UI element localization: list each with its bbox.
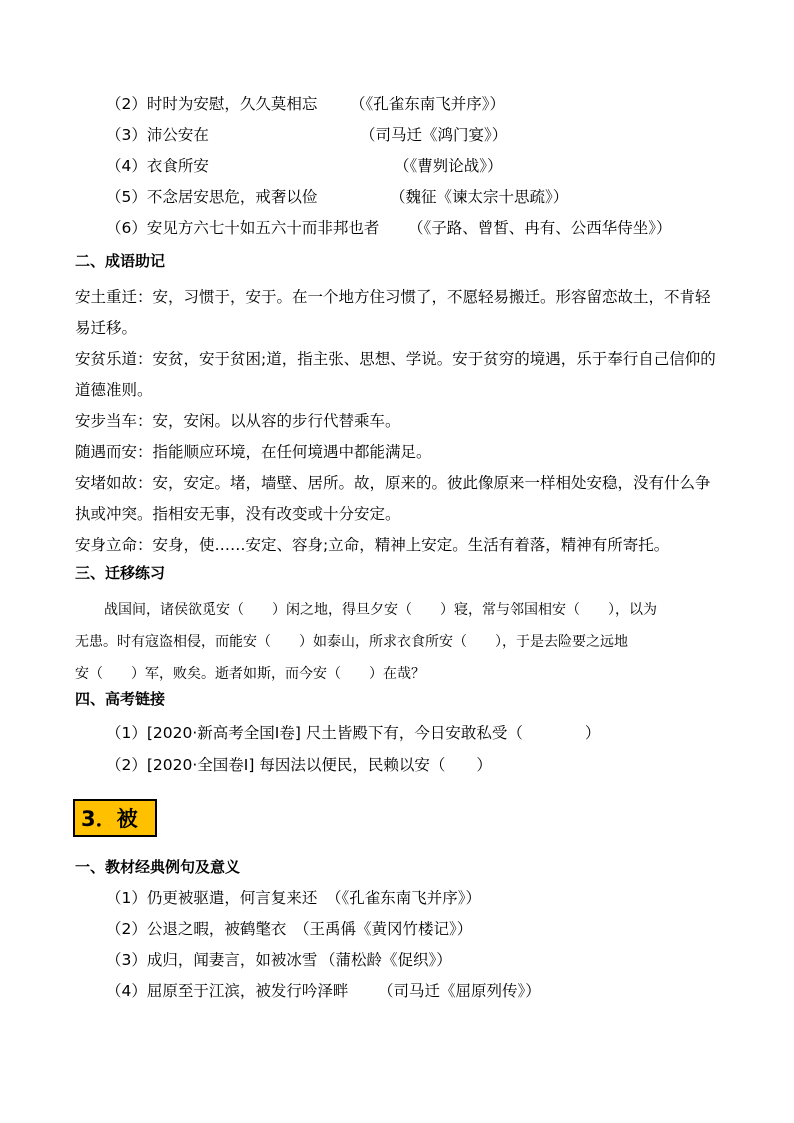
example-source: （《孔雀东南飞并序》） [350, 95, 506, 113]
gaokao-item: （2）[2020·全国卷Ⅰ] 每因法以便民，民赖以安（ ） [106, 756, 492, 774]
section-heading: 一、教材经典例句及意义 [75, 858, 241, 876]
example-source: （《孔雀东南飞并序》） [326, 889, 482, 907]
badge-label: 3．被 [81, 807, 138, 831]
exercise-passage-line: 安（ ）军，败矣。逝者如斯，而今安（ ）在哉？ [75, 666, 425, 682]
example-sentence: （5）不念居安思危，戒奢以俭 [106, 188, 318, 206]
example-sentence: （3）成归，闻妻言，如被冰雪 [106, 951, 318, 969]
idiom-entry: 安身立命：安身，使……安定、容身;立命，精神上安定。生活有着落，精神有所寄托。 [75, 536, 670, 554]
idiom-entry: 安土重迁：安，习惯于，安于。在一个地方住习惯了，不愿轻易搬迁。形容留恋故土，不肯轻易迁移。 [75, 288, 711, 337]
idiom-entry: 随遇而安：指能顺应环境，在任何境遇中都能满足。 [75, 443, 432, 461]
idiom-entry: 安贫乐道：安贫，安于贫困;道，指主张、思想、学说。安于贫穷的境遇，乐于奉行自己信仰的道德准则。 [75, 350, 716, 399]
example-sentence: （4）屈原至于江滨，被发行吟泽畔 [106, 982, 349, 1000]
idiom-entry: 安步当车：安，安闲。以从容的步行代替乘车。 [75, 412, 401, 430]
example-source: （蒲松龄《促织》） [320, 951, 452, 969]
example-sentence: （2）时时为安慰，久久莫相忘 [106, 95, 318, 113]
example-source: （王禹偁《黄冈竹楼记》） [294, 920, 473, 938]
example-sentence: （4）衣食所安 [106, 157, 209, 175]
example-sentence: （3）沛公安在 [106, 126, 209, 144]
gaokao-item: （1）[2020·新高考全国Ⅰ卷] 尺土皆殿下有，今日安敢私受（ ） [106, 724, 601, 742]
exercise-passage-line: 无患。时有寇盗相侵，而能安（ ）如泰山，所求衣食所安（ ），于是去险要之远地 [75, 634, 628, 650]
example-source: （《子路、曾皙、冉有、公西华侍坐》） [408, 219, 672, 237]
section-heading: 四、高考链接 [75, 690, 166, 708]
example-sentence: （1）仍更被驱遣，何言复来还 [106, 889, 318, 907]
example-sentence: （6）安见方六七十如五六十而非邦也者 [106, 219, 380, 237]
section-heading: 三、迁移练习 [75, 564, 166, 582]
character-badge [73, 799, 157, 837]
section-heading: 二、成语助记 [75, 252, 166, 270]
example-source: （司马迁《鸿门宴》） [360, 126, 508, 144]
example-source: （《曹刿论战》） [394, 157, 503, 175]
example-sentence: （2）公退之暇，被鹤氅衣 [106, 920, 287, 938]
exercise-passage-line: 战国间，诸侯欲觅安（ ）闲之地，得旦夕安（ ）寝，常与邻国相安（ ），以为 [104, 602, 657, 618]
idiom-entry: 安堵如故：安，安定。堵，墙壁、居所。故，原来的。彼此像原来一样相处安稳，没有什么争执或冲突。指相安无事，没有改变或十分安定。 [75, 474, 711, 523]
example-source: （司马迁《屈原列传》） [378, 982, 541, 1000]
example-source: （魏征《谏太宗十思疏》） [390, 188, 569, 206]
